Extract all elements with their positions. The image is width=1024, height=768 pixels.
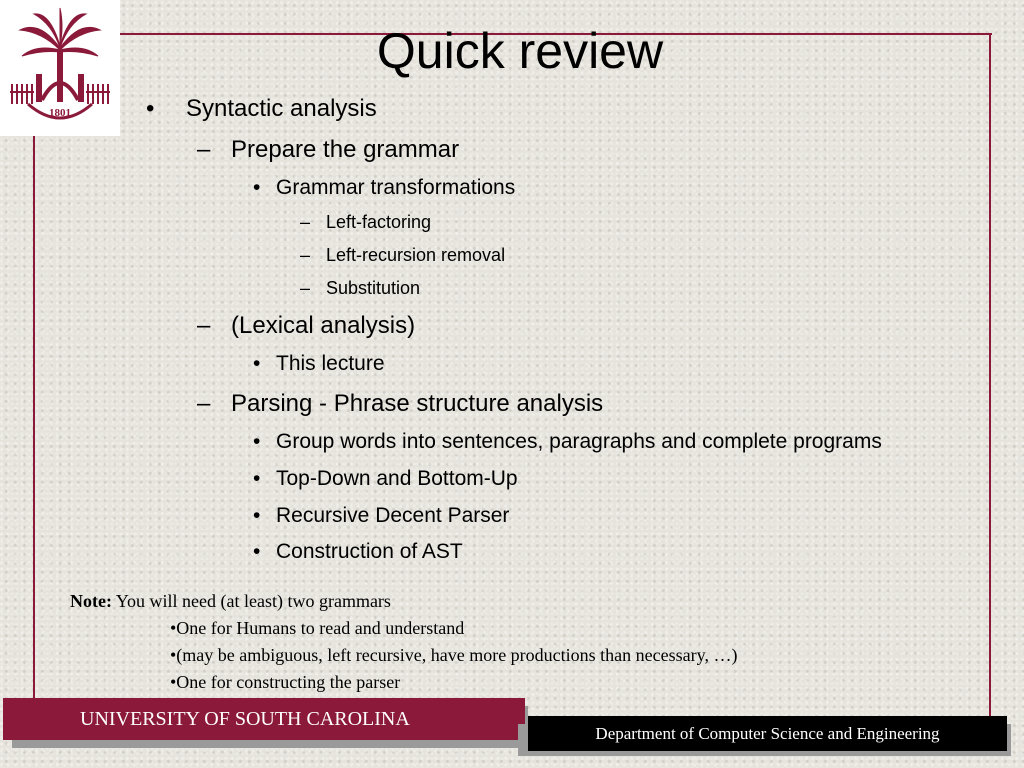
outline-item-text: This lecture <box>276 352 385 375</box>
note-item: •(may be ambiguous, left recursive, have more productions than necessary, …) <box>170 645 738 665</box>
bullet-marker: • <box>253 176 261 199</box>
note-item: •One for Humans to read and understand <box>170 618 465 638</box>
bullet-marker: • <box>253 430 261 453</box>
note-text: You will need (at least) two grammars <box>111 591 391 611</box>
note-label: Note: <box>70 591 112 611</box>
outline-item-text: Substitution <box>326 278 421 298</box>
note-item: •One for constructing the parser <box>170 672 401 692</box>
note-block <box>70 588 970 696</box>
department-name-bar: Department of Computer Science and Engineering <box>528 716 1007 751</box>
bullet-marker: • <box>146 95 155 122</box>
dash-marker: – <box>300 245 311 265</box>
outline-item-text: Parsing - Phrase structure analysis <box>231 390 604 417</box>
outline-item-text: Prepare the grammar <box>231 136 460 163</box>
outline-item-text: Construction of AST <box>276 540 463 563</box>
slide-title: Quick review <box>376 23 664 79</box>
note-heading <box>70 588 970 615</box>
bullet-marker: • <box>253 352 261 375</box>
dash-marker: – <box>300 278 311 298</box>
logo-year: 1801 <box>49 107 71 119</box>
outline-item-text: Group words into sentences, paragraphs and complete programs <box>276 430 882 453</box>
bullet-marker: • <box>253 504 261 527</box>
dash-marker: – <box>197 390 211 417</box>
outline-item-text: (Lexical analysis) <box>231 312 416 339</box>
bullet-marker: • <box>253 467 261 490</box>
outline-item-text: Left-factoring <box>326 212 432 232</box>
outline-item-text: Grammar transformations <box>276 176 516 199</box>
outline-item-text: Left-recursion removal <box>326 245 506 265</box>
outline-item-text: Top-Down and Bottom-Up <box>276 467 518 490</box>
dash-marker: – <box>197 312 211 339</box>
outline-item-text: Recursive Decent Parser <box>276 504 510 527</box>
outline-item-text: Syntactic analysis <box>186 95 377 122</box>
dash-marker: – <box>197 136 211 163</box>
bullet-marker: • <box>253 540 261 563</box>
university-name-bar: UNIVERSITY OF SOUTH CAROLINA <box>3 698 525 740</box>
dash-marker: – <box>300 212 311 232</box>
